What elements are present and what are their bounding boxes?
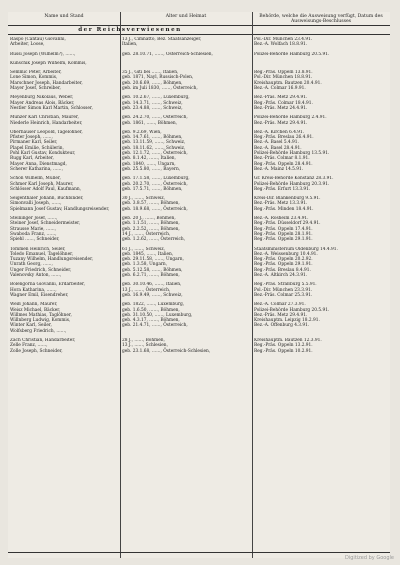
cell-line: Polizei-Behörde Hamburg 2.4.91. — [254, 115, 327, 121]
name-cell — [10, 52, 118, 57]
cell-line: geb. 1861, ……, Böhmen, — [122, 120, 178, 126]
cell-line: geb. 12.1.72, ……, Österreich, — [122, 151, 188, 157]
cell-line: Bez.-Präs. Metz 29.4.91. — [254, 95, 308, 101]
name-cell — [10, 216, 118, 242]
cell-line: Hora Katharina, ……, — [10, 287, 57, 293]
cell-line: geb. 1.6.50, ……, Böhmen, — [122, 307, 180, 313]
cell-line: Kunschik Joseph Wilhelm, Kommis, — [10, 60, 87, 66]
cell-line: geb. 5.12.58, ……, Böhmen, — [122, 267, 183, 273]
cell-line: geb. 1871, Nayl, Russisch-Polen, — [122, 75, 194, 81]
cell-line: Reg.-Präs. Erfurt 13.3.91. — [254, 186, 311, 192]
cell-line: Kreishauptm. Leipzig 18.2.91. — [254, 318, 320, 324]
cell-line: Reg.-Präs. Oppeln 20.2.92. — [254, 257, 313, 263]
table-row — [8, 95, 390, 111]
cell-line: Bez.-A. Weissenburg 10.4.91. — [254, 251, 318, 257]
authority-cell — [254, 176, 388, 192]
cell-line: Zolle Joseph, Schneider, — [10, 348, 63, 354]
cell-line: Bez.-A. Colmar 16.9.91. — [254, 86, 306, 92]
cell-line: Tommen Heinrich, Seiler, — [10, 246, 66, 252]
cell-line: geb. 10.2.67, ……, Luxemburg, — [122, 95, 190, 101]
column-header-name: Name und Stand — [44, 14, 84, 19]
table-row — [8, 52, 390, 57]
cell-line: 61 J., ……, Schweiz, — [122, 246, 165, 252]
table-row — [8, 115, 390, 126]
name-cell — [10, 130, 118, 172]
cell-line: Meyenburg Nikolaus, Weber, — [10, 95, 74, 101]
cell-line: geb. 23.4.88, ……, Schweiz, — [122, 105, 183, 111]
cell-line: Bez.-A. Mainz 14.5.91. — [254, 166, 304, 172]
cell-line: Bez.-Präs. Metz 13.3.91. — [254, 201, 308, 207]
cell-line: geb. 21.4.71, ……, Österreich, — [122, 323, 188, 329]
cell-line: Schmer Karl Joseph, Maurer, — [10, 181, 74, 187]
table-row — [8, 70, 390, 91]
cell-line: Reg.-Präs. Minden 18.4.91. — [254, 206, 314, 212]
authority-cell — [254, 70, 388, 91]
cell-line: Bez.-A. Altkirch 24.3.91. — [254, 273, 308, 279]
cell-line: Spielmann Josef Gustav, Handlungsreisender, — [10, 206, 110, 212]
cell-line: geb. 18.11.62, ……, Schweiz, — [122, 145, 186, 151]
cell-line: 14 J., ……, Österreich, — [122, 231, 171, 237]
cell-line: Mayer Andreas Alois, Bäcker, — [10, 100, 75, 106]
cell-line: geb. 20.6.69, ……, Böhmen, — [122, 80, 183, 86]
cell-line: geb. 3.8.57, ……, Böhmen, — [122, 201, 180, 207]
cell-line: Bez.-Präs. Colmar 8.1.91. — [254, 156, 310, 162]
cell-line: Unger Friedrich, Schneider, — [10, 267, 72, 273]
authority-cell — [254, 37, 388, 48]
cell-line: Gr. Kreis-Behörde Konstanz 28.3.91. — [254, 176, 334, 182]
cell-line: geb. 4.3.17, ……, Böhmen, — [122, 318, 180, 324]
authority-cell — [254, 130, 388, 172]
cell-line: geb. 9.2.69, Wien, — [122, 129, 162, 135]
authority-cell — [254, 338, 388, 354]
origin-cell — [122, 247, 250, 279]
cell-line: geb. 17.5.71, ……, Böhmen, — [122, 186, 183, 192]
cell-line: Pohl Karl Gustav, Kondukteur, — [10, 151, 76, 157]
authority-cell — [254, 115, 388, 126]
cell-line: Pfister Joseph, ……, — [10, 135, 53, 141]
cell-line: Staatsministerium Oldenburg 14.4.91. — [254, 246, 338, 252]
cell-line: Wagner Emil, Eisendreher, — [10, 292, 69, 298]
cell-line: geb. 14.3.71, ……, Schweiz, — [122, 100, 183, 106]
cell-line: geb. 24.2.70, ……, Österreich, — [122, 115, 188, 121]
cell-line: Reg.-Präs. Düsseldorf 29.4.91. — [254, 221, 321, 227]
name-cell — [10, 247, 118, 279]
bottom-rule — [8, 552, 390, 553]
section-rule — [8, 34, 390, 35]
origin-cell — [122, 115, 250, 126]
header-rule — [8, 25, 390, 26]
cell-line: Pol.-Dir. München 23.4.91. — [254, 37, 313, 42]
cell-line: Bez.-A. Colmar 27.3.91. — [254, 302, 306, 308]
name-cell — [10, 282, 118, 298]
cell-line: Spiehl ……, Schneider, — [10, 237, 60, 243]
name-cell — [10, 70, 118, 91]
name-cell — [10, 37, 118, 48]
cell-line: Reg.-Präs. Breslau 26.4.91. — [254, 135, 314, 141]
cell-line: geb. 1.1.51, ……, Böhmen, — [122, 221, 180, 227]
cell-line: Münzer Karl Christian, Maurer, — [10, 115, 79, 121]
cell-line: 35 J., Giti bei ……, Italien, — [122, 70, 179, 76]
origin-cell — [122, 338, 250, 354]
cell-line: Polizei-Behörde Hamburg 20.5.91. — [254, 51, 330, 57]
cell-line: Oberhauser Leopold, Tagelöhner, — [10, 129, 83, 135]
cell-line: geb. 28.10.71, ……, Österreich-Schlesien, — [122, 51, 213, 57]
cell-line: Reg.-Präs. Straßburg 5.5.91. — [254, 282, 317, 288]
origin-cell — [122, 216, 250, 242]
document-page — [8, 12, 390, 558]
cell-line: Willmes Mathias, Taglöhner, — [10, 312, 72, 318]
cell-line: Tuzany Wilhelm, Handlungsreisender, — [10, 257, 94, 263]
cell-line: Reg.-Präs. Oppeln 28.4.91. — [254, 161, 313, 167]
origin-cell — [122, 130, 250, 172]
cell-line: geb. 6.2.71, ……, Böhmen, — [122, 273, 180, 279]
cell-line: geb. 25.5.80, ……, Bayern, — [122, 166, 181, 172]
column-header-authority: Behörde, welche die Ausweisung verfügt, Datum des Ausweisungs-Beschlusses — [259, 14, 383, 25]
origin-cell — [122, 70, 250, 91]
authority-cell — [254, 196, 388, 212]
cell-line: geb. 14.7.61, ……, Böhmen, — [122, 135, 183, 141]
cell-line: Kreishauptm. Bautzen 20.4.91. — [254, 80, 322, 86]
cell-line: geb. 29.11.58, ……, Ungarn, — [122, 257, 184, 263]
cell-line: Strausse Marie, ……, — [10, 226, 56, 232]
origin-cell — [122, 176, 250, 192]
table-row — [8, 37, 390, 48]
table-row — [8, 338, 390, 354]
cell-line: Bez.-Präs. Metz 29.4.91. — [254, 312, 308, 318]
cell-line: Reg.-Präs. Oppeln 10.2.91. — [254, 348, 313, 354]
cell-line: Bez.-Präs. Colmar 25.3.91. — [254, 292, 313, 298]
cell-line: Simonvalli Joseph, ……, — [10, 201, 62, 207]
cell-line: Reg.-Präs. Oppeln 13.8.91. — [254, 70, 313, 76]
cell-line: Rugg Karl, Arbeiter, — [10, 156, 54, 162]
cell-line: Polizei-Behörde Hamburg 20.3.91. — [254, 181, 330, 187]
cell-line: Reg.-Präs. Oppeln 29.1.91. — [254, 237, 313, 243]
cell-line: geb. 8.1.42, ……, Italien, — [122, 156, 176, 162]
cell-line: Wolfsberg Friedrich, ……, — [10, 328, 67, 334]
table-row — [8, 302, 390, 334]
cell-line: geb. 16.9.49, ……, Schweiz, — [122, 292, 183, 298]
table-row — [8, 247, 390, 279]
table-row — [8, 176, 390, 192]
cell-line: 13 J., ……, Schlesien, — [122, 343, 168, 349]
cell-line: geb. 1840, ……, Ungarn, — [122, 161, 176, 167]
cell-line: Willnberg Ludwig, Kommis, — [10, 318, 71, 324]
cell-line: Reg.-Präs. Oppeln 13.2.91. — [254, 343, 313, 349]
cell-line: Bolengorna Giovanni, Erdarbeiter, — [10, 282, 85, 288]
cell-line: Unrath Georg, ……, — [10, 262, 53, 268]
cell-line: Bez.-A. Basel 5.4.91. — [254, 140, 299, 146]
cell-line: Mayer Josef, Schreiber, — [10, 86, 61, 92]
cell-line: Seigenthaler Johann, Buchbinder, — [10, 196, 84, 202]
cell-line: Bez.-A. Offenburg 4.3.91. — [254, 323, 310, 329]
cell-line: Steiner Josef, Schneidermeister, — [10, 221, 81, 227]
origin-cell — [122, 95, 250, 111]
authority-cell — [254, 282, 388, 298]
cell-line: geb. 17.1.58, ……, Luxemburg, — [122, 176, 190, 182]
cell-line: Kreis-Dir. Blankenburg 9.5.91. — [254, 196, 321, 202]
name-cell — [10, 338, 118, 354]
cell-line: Weiß Johann, Maurer, — [10, 302, 58, 308]
cell-line: Reg.-Präs. Oppeln 28.1.91. — [254, 231, 313, 237]
cell-line: Italien, — [122, 42, 138, 48]
cell-line: geb. 31.10.50, ……, Luxemburg, — [122, 312, 193, 318]
cell-line: Bez.-A. Kirchen 6.4.91. — [254, 129, 305, 135]
cell-line: Reg.-Präs. Oppeln 29.1.91. — [254, 262, 313, 268]
cell-line: Zelle Franz, ……, — [10, 343, 48, 349]
cell-line: Scherer Katharina, ……, — [10, 166, 63, 172]
cell-line: 13 J., ……, Österreich, — [122, 287, 171, 293]
table-row — [8, 216, 390, 243]
cell-line: Plapel Emilie, Schülerin, — [10, 145, 64, 151]
cell-line: Reg.-Präs. Colmar 18.4.91. — [254, 100, 313, 106]
origin-cell — [122, 302, 250, 328]
cell-line: Russi Joseph (Wilhelm?), ……, — [10, 51, 76, 57]
cell-line: 30 J., ……, Schweiz, — [122, 196, 165, 202]
authority-cell — [254, 95, 388, 111]
cell-line: 13 J., Cimnatto, Bez. Staatsanzeiger, — [122, 37, 202, 42]
cell-line: Bez.-Präs. Metz 24.4.91. — [254, 105, 308, 111]
authority-cell — [254, 302, 388, 328]
cell-line: Arbeiter, Loose, — [10, 42, 45, 48]
cell-line: geb. 1.3.58, Ungarn, — [122, 262, 168, 268]
cell-line: Bez.-A. Rosheim 23.4.91. — [254, 216, 309, 222]
cell-line: Reg.-Präs. Oppeln 17.4.91. — [254, 226, 313, 232]
origin-cell — [122, 282, 250, 298]
cell-line: geb. 20.2.70, ……, Österreich, — [122, 181, 188, 187]
cell-line: Steininger Josef, ……, — [10, 216, 58, 222]
cell-line: Bez.-A. Basel 28.4.91. — [254, 145, 302, 151]
cell-line: geb. 18.9.68, ……, Österreich, — [122, 206, 188, 212]
section-title: der Reichsverwiesenen — [78, 27, 182, 33]
cell-line: Polizei-Behörde Hamburg 13.5.91. — [254, 151, 330, 157]
cell-line: Toledo Emanuel, Tagelöhner, — [10, 251, 74, 257]
name-cell — [10, 61, 118, 66]
name-cell — [10, 196, 118, 212]
origin-cell — [122, 196, 250, 212]
cell-line: Valenovsky Anton, ……, — [10, 273, 62, 279]
cell-line: Kreishauptm. Bautzen 12.3.91. — [254, 338, 322, 344]
column-header-origin: Alter und Heimat — [165, 14, 207, 19]
cell-line: Schon Wilhelm, Müller, — [10, 176, 61, 182]
cell-line: Bez.-A. Wolfach 18.8.91. — [254, 42, 308, 48]
cell-line: geb. 30.10.46, ……, Italien, — [122, 282, 182, 288]
cell-line: Nestler Simon Karl Martin, Schlosser, — [10, 105, 93, 111]
cell-line: Pirmaner Karl, Seiler, — [10, 140, 58, 146]
cell-line: geb. 23.1.68, ……, Österreich-Schlesien, — [122, 348, 211, 354]
name-cell — [10, 95, 118, 111]
cell-line: Zach Christian, Handarbeiter, — [10, 338, 76, 344]
cell-line: geb. 1.2.62, ……, Österreich, — [122, 237, 186, 243]
table-row — [8, 282, 390, 298]
origin-cell — [122, 37, 250, 48]
cell-line: geb. 2.2.52, ……, Böhmen, — [122, 226, 180, 232]
cell-line: Niederle Heinrich, Handarbeiter, — [10, 120, 83, 126]
table-row — [8, 196, 390, 212]
cell-line: Bez.-Präs. Metz 29.4.91. — [254, 120, 308, 126]
cell-line: Pol.-Dir. München 18.8.91. — [254, 75, 313, 81]
cell-line: Raspo (Cantau) Giovanni, — [10, 37, 66, 42]
cell-line: Lone Simon, Kommis, — [10, 75, 58, 81]
origin-cell — [122, 52, 250, 57]
cell-line: Marschner Joseph, Handarbeiter, — [10, 80, 83, 86]
cell-line: geb. 1822, ……, Luxemburg, — [122, 302, 185, 308]
table-row — [8, 61, 390, 66]
cell-line: Swaboda Franz, ……, — [10, 231, 57, 237]
cell-line: Schlösser Adolf Paul, Kaufmann, — [10, 186, 82, 192]
cell-line: Winter Karl, Seiler, — [10, 323, 52, 329]
name-cell — [10, 176, 118, 192]
cell-line: Mayer Anna, Dienstmagd, — [10, 161, 67, 167]
cell-line: Pol.-Dir. München 23.3.91. — [254, 287, 313, 293]
authority-cell — [254, 216, 388, 242]
watermark: Digitized by Google — [345, 555, 394, 561]
cell-line: geb. 13.11.59, ……, Schweiz, — [122, 140, 186, 146]
name-cell — [10, 115, 118, 126]
cell-line: 28 J., ……, Böhmen, — [122, 338, 165, 344]
authority-cell — [254, 52, 388, 57]
cell-line: Reg.-Präs. Breslau 8.4.91. — [254, 267, 311, 273]
cell-line: Semmic Peter, Arbeiter, — [10, 70, 62, 76]
cell-line: geb. im Juli 1830, ……, Österreich, — [122, 86, 198, 92]
table-row — [8, 130, 390, 172]
authority-cell — [254, 247, 388, 279]
cell-line: Weisz Michael, Bäcker, — [10, 307, 61, 313]
cell-line: Polizei-Behörde Hamburg 20.5.91. — [254, 307, 330, 313]
cell-line: geb. 20 J., ……, Böhmen, — [122, 216, 176, 222]
name-cell — [10, 302, 118, 334]
cell-line: geb. 1845, ……, Italien, — [122, 251, 174, 257]
